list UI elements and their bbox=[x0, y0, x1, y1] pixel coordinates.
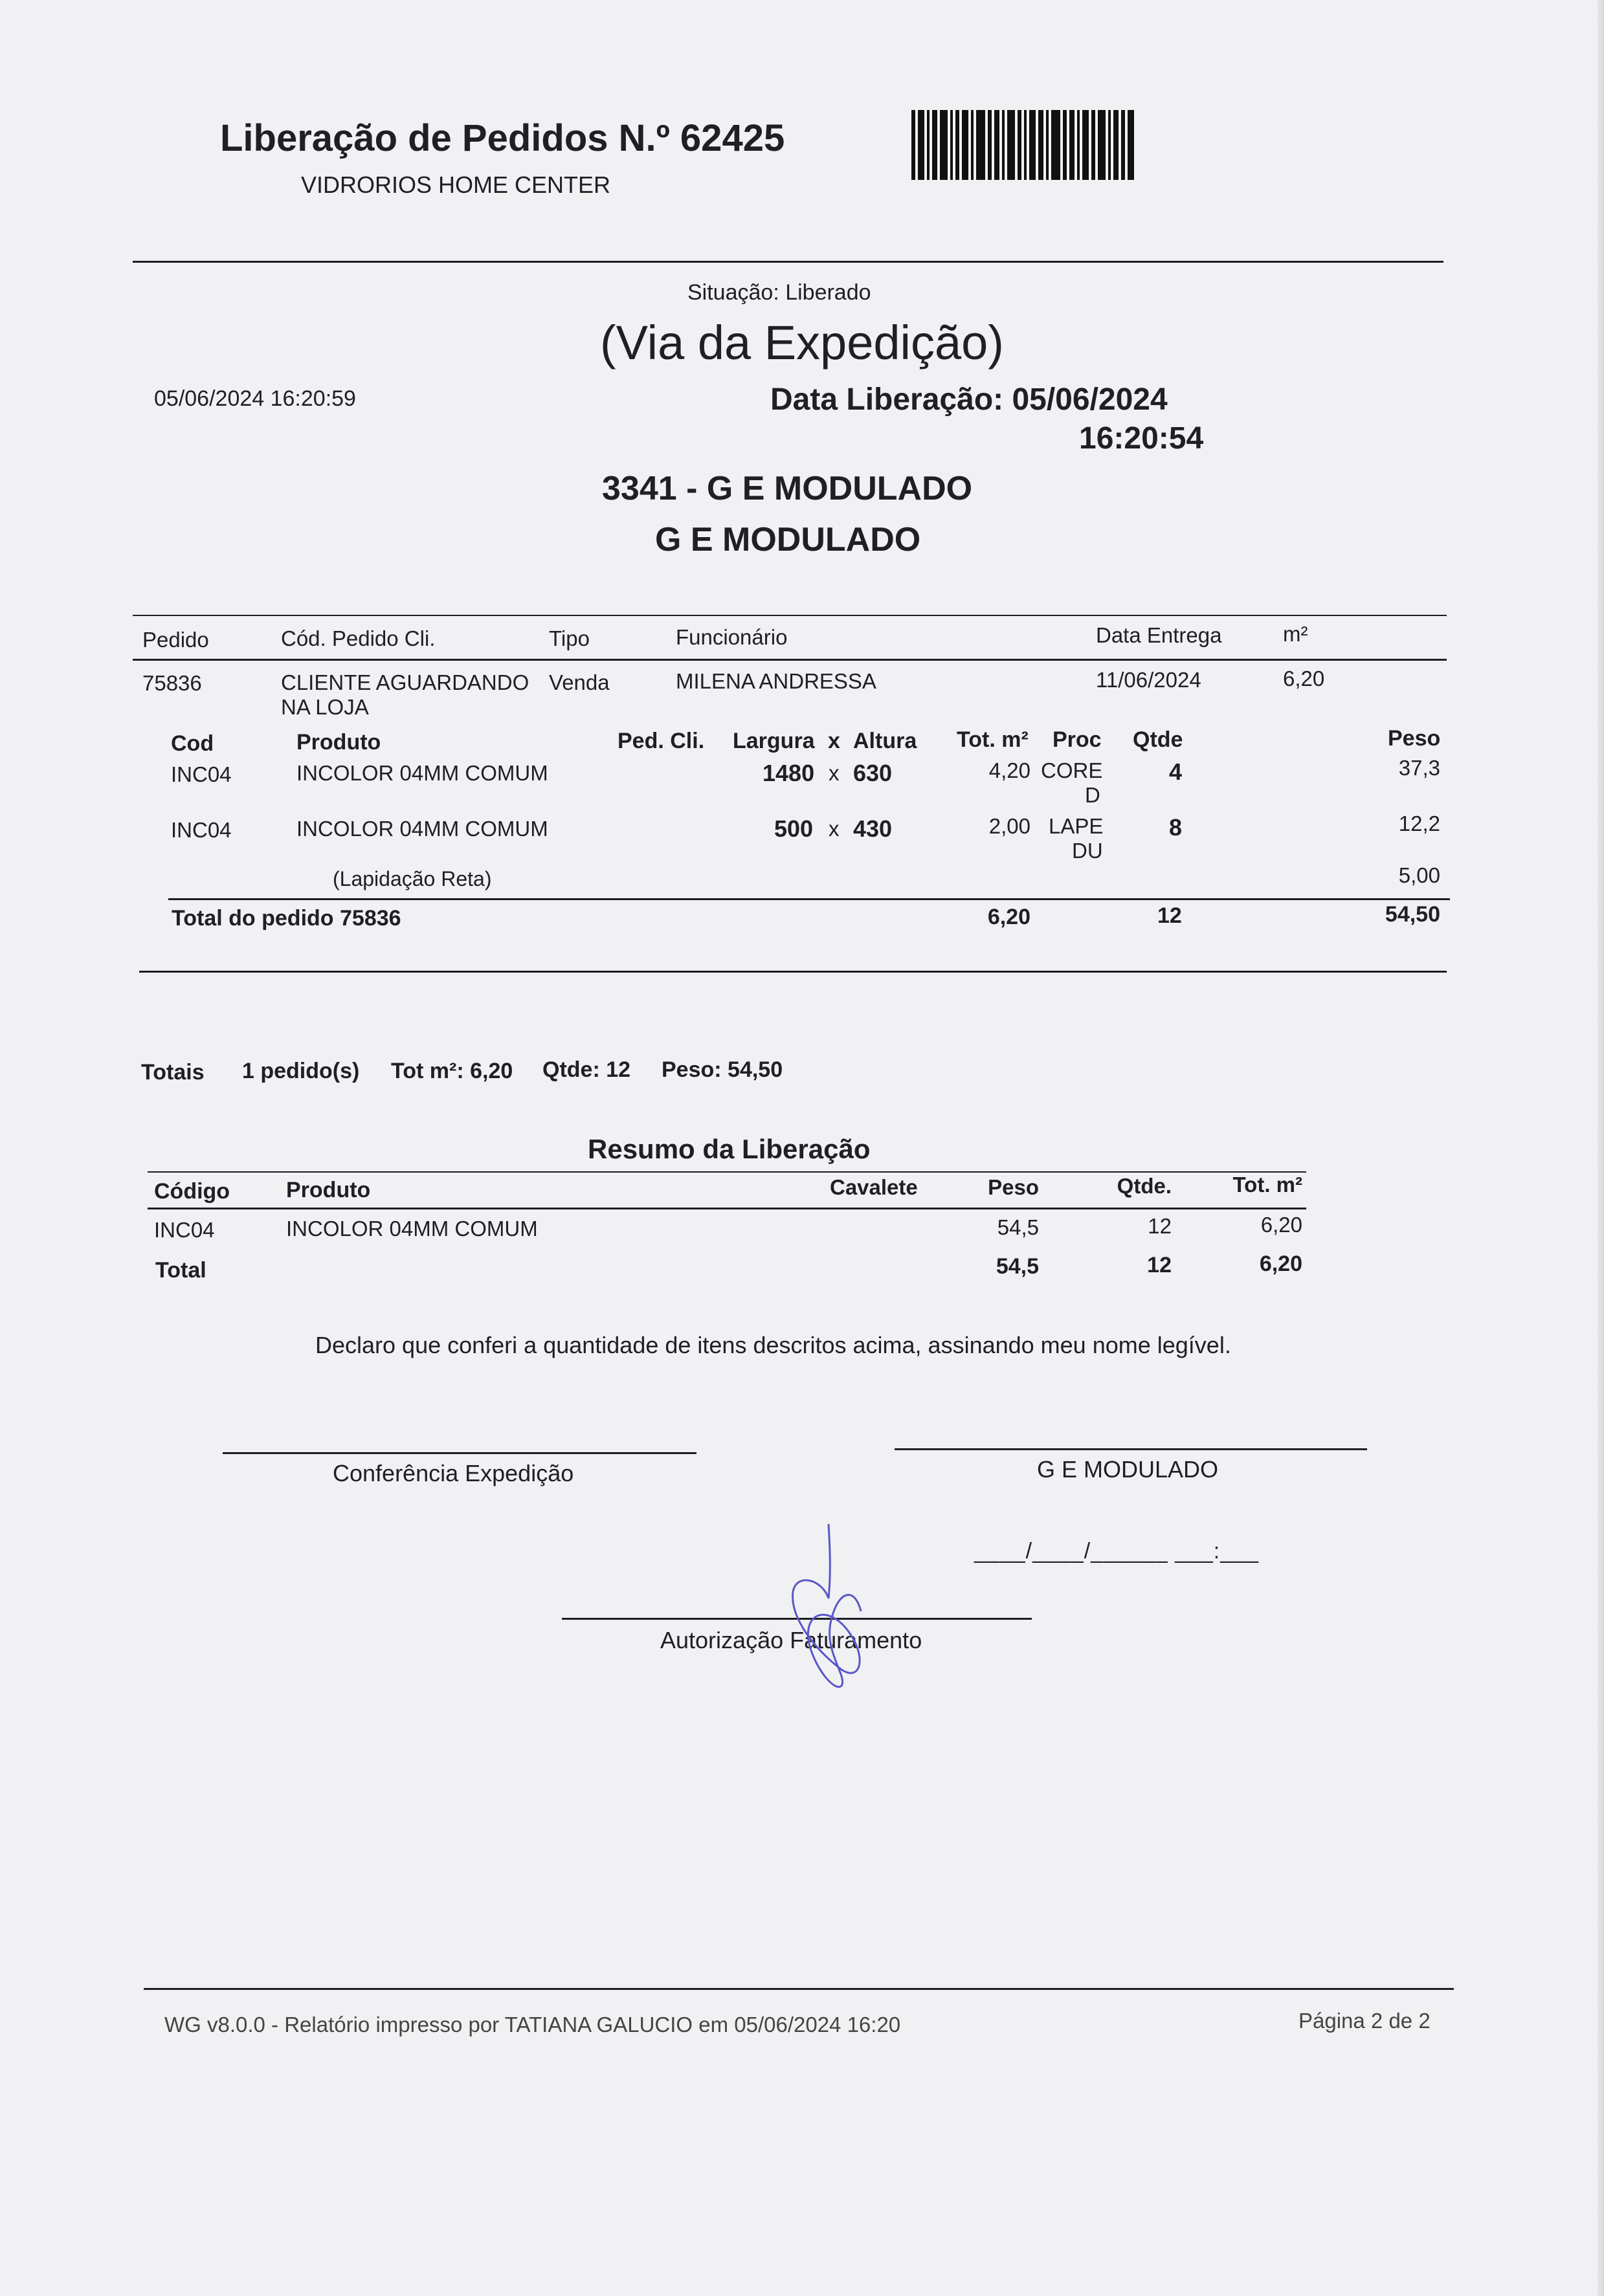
totals-qtde: Qtde: 12 bbox=[542, 1057, 631, 1082]
summary-col-tot-m2: Tot. m² bbox=[1232, 1173, 1302, 1197]
item-col-cod: Cod bbox=[171, 731, 214, 756]
summary-title: Resumo da Liberação bbox=[588, 1134, 871, 1164]
order-total-line bbox=[168, 898, 1450, 900]
order-top-line bbox=[133, 615, 1447, 616]
header-divider bbox=[133, 261, 1443, 263]
totals-label: Totais bbox=[141, 1060, 205, 1085]
item-1-tot-m2: 4,20 bbox=[988, 758, 1030, 782]
item-1-x: x bbox=[829, 761, 840, 785]
summary-row-produto: INCOLOR 04MM COMUM bbox=[286, 1217, 538, 1241]
col-tipo: Tipo bbox=[549, 626, 590, 650]
client-name: G E MODULADO bbox=[655, 521, 921, 558]
via-label: (Via da Expedição) bbox=[600, 316, 1004, 370]
order-m2: 6,20 bbox=[1283, 667, 1325, 690]
order-data-entrega: 11/06/2024 bbox=[1096, 668, 1201, 692]
item-1-cod: INC04 bbox=[171, 762, 232, 786]
summary-header-line bbox=[148, 1208, 1306, 1209]
item-2-peso: 12,2 bbox=[1398, 811, 1440, 835]
status-text: Situação: Liberado bbox=[687, 280, 871, 305]
item-2-x: x bbox=[829, 817, 840, 841]
signature-label-right: G E MODULADO bbox=[1037, 1456, 1219, 1483]
summary-col-cavalete: Cavalete bbox=[830, 1175, 918, 1199]
item-2-qtde: 8 bbox=[1169, 814, 1183, 841]
footer-page-number: Página 2 de 2 bbox=[1298, 2009, 1431, 2033]
item-2-proc-2: DU bbox=[1072, 839, 1103, 863]
col-cod-pedido-cli: Cód. Pedido Cli. bbox=[281, 626, 436, 650]
order-section-divider bbox=[139, 971, 1447, 973]
col-pedido: Pedido bbox=[142, 628, 209, 652]
order-total-m2: 6,20 bbox=[987, 905, 1030, 929]
summary-total-qtde: 12 bbox=[1147, 1253, 1172, 1277]
item-2-produto: INCOLOR 04MM COMUM bbox=[296, 817, 548, 841]
item-col-tot-m2: Tot. m² bbox=[957, 727, 1029, 752]
item-col-proc: Proc bbox=[1053, 727, 1102, 752]
summary-col-produto: Produto bbox=[286, 1178, 371, 1202]
order-total-peso: 54,50 bbox=[1385, 902, 1440, 927]
item-1-altura: 630 bbox=[853, 760, 893, 786]
signature-label-left: Conferência Expedição bbox=[333, 1460, 574, 1486]
col-funcionario: Funcionário bbox=[676, 625, 788, 649]
handwritten-signature bbox=[783, 1521, 874, 1695]
totals-m2: Tot m²: 6,20 bbox=[391, 1059, 513, 1083]
footer-report-info: WG v8.0.0 - Relatório impresso por TATIANA GALUCIO em 05/06/2024 16:20 bbox=[164, 2013, 901, 2037]
signature-line-right bbox=[895, 1448, 1367, 1450]
order-cod-pedido-cli: CLIENTE AGUARDANDO bbox=[281, 670, 529, 694]
item-1-largura: 1480 bbox=[763, 760, 815, 786]
summary-total-tot-m2: 6,20 bbox=[1259, 1252, 1302, 1276]
item-col-ped-cli: Ped. Cli. bbox=[618, 729, 705, 753]
scan-edge bbox=[1598, 0, 1604, 2296]
process-description: (Lapidação Reta) bbox=[333, 867, 492, 890]
item-col-altura: Altura bbox=[853, 729, 917, 753]
date-time-fill-in: ____/____/______ ___:___ bbox=[974, 1539, 1259, 1563]
order-total-label: Total do pedido 75836 bbox=[172, 906, 401, 931]
footer-line bbox=[144, 1988, 1454, 1990]
summary-col-peso: Peso bbox=[988, 1175, 1039, 1199]
item-2-altura: 430 bbox=[853, 815, 893, 842]
item-2-tot-m2: 2,00 bbox=[988, 814, 1030, 838]
client-code-name: 3341 - G E MODULADO bbox=[602, 470, 973, 507]
col-data-entrega: Data Entrega bbox=[1096, 623, 1222, 647]
company-name: VIDRORIOS HOME CENTER bbox=[301, 171, 611, 198]
item-1-produto: INCOLOR 04MM COMUM bbox=[296, 761, 548, 785]
signature-line-left bbox=[223, 1452, 696, 1454]
summary-total-label: Total bbox=[155, 1258, 206, 1283]
order-header-line bbox=[133, 659, 1447, 661]
document-title: Liberação de Pedidos N.º 62425 bbox=[220, 117, 785, 159]
summary-col-codigo: Código bbox=[154, 1179, 230, 1204]
release-time: 16:20:54 bbox=[1079, 421, 1204, 456]
item-col-qtde: Qtde bbox=[1133, 727, 1183, 752]
declaration-text: Declaro que conferi a quantidade de itens descritos acima, assinando meu nome legível. bbox=[315, 1332, 1231, 1358]
summary-row-codigo: INC04 bbox=[154, 1218, 215, 1242]
item-1-proc-2: D bbox=[1085, 783, 1100, 807]
item-col-x: x bbox=[828, 729, 840, 753]
totals-pedidos: 1 pedido(s) bbox=[242, 1059, 360, 1083]
summary-total-peso: 54,5 bbox=[996, 1254, 1039, 1279]
item-col-peso: Peso bbox=[1388, 726, 1441, 751]
summary-top-line bbox=[148, 1171, 1306, 1173]
order-tipo: Venda bbox=[549, 670, 610, 694]
summary-row-qtde: 12 bbox=[1148, 1214, 1172, 1238]
item-col-produto: Produto bbox=[296, 730, 381, 755]
release-date: Data Liberação: 05/06/2024 bbox=[770, 382, 1168, 417]
order-funcionario: MILENA ANDRESSA bbox=[676, 669, 876, 693]
col-m2: m² bbox=[1283, 622, 1308, 646]
item-2-largura: 500 bbox=[774, 815, 814, 842]
item-1-proc: CORE bbox=[1041, 758, 1103, 782]
summary-row-tot-m2: 6,20 bbox=[1260, 1213, 1302, 1237]
item-2-proc: LAPE bbox=[1049, 814, 1104, 838]
print-datetime: 05/06/2024 16:20:59 bbox=[154, 386, 356, 411]
signature-label-auth: Autorização Faturamento bbox=[660, 1627, 922, 1653]
item-1-qtde: 4 bbox=[1169, 758, 1183, 785]
barcode bbox=[911, 110, 1141, 180]
process-peso: 5,00 bbox=[1398, 863, 1440, 887]
totals-peso: Peso: 54,50 bbox=[662, 1057, 783, 1082]
summary-col-qtde: Qtde. bbox=[1117, 1174, 1172, 1198]
item-2-cod: INC04 bbox=[171, 818, 232, 842]
item-col-largura: Largura bbox=[733, 729, 815, 753]
order-cod-pedido-cli-2: NA LOJA bbox=[281, 695, 369, 719]
summary-row-peso: 54,5 bbox=[997, 1215, 1039, 1239]
order-pedido: 75836 bbox=[142, 671, 202, 695]
item-1-peso: 37,3 bbox=[1398, 756, 1440, 780]
order-total-qtde: 12 bbox=[1157, 903, 1182, 928]
